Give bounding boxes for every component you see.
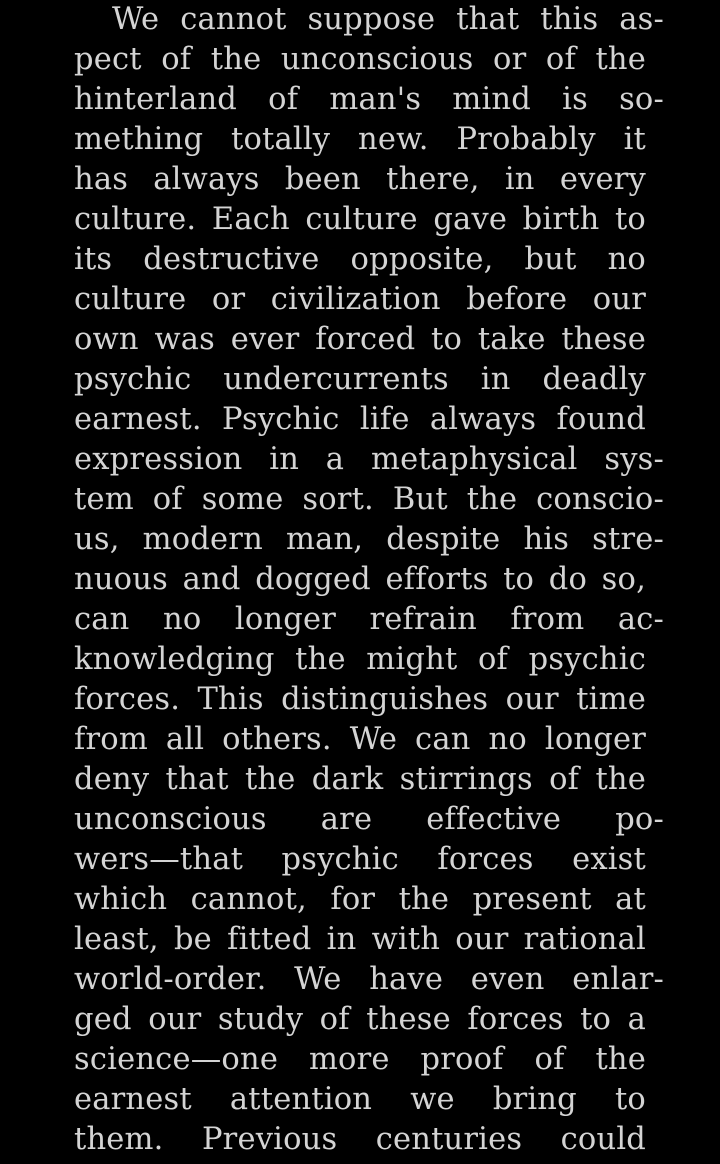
text-line: culture. Each culture gave birth to	[74, 202, 646, 237]
text-line: pect of the unconscious or of the	[74, 42, 646, 77]
text-line: them. Previous centuries could	[74, 1122, 646, 1157]
text-line: expression in a metaphysical sys-	[74, 442, 664, 477]
text-line: forces. This distinguishes our time	[74, 682, 646, 717]
text-line: wers—that psychic forces exist	[74, 842, 646, 877]
text-line: which cannot, for the present at	[74, 882, 646, 917]
text-line: psychic undercurrents in deadly	[74, 362, 646, 397]
text-line: can no longer refrain from ac-	[74, 602, 664, 637]
text-column	[74, 0, 664, 1160]
text-line: We cannot suppose that this as-	[112, 2, 664, 37]
text-line: earnest. Psychic life always found	[74, 402, 646, 437]
text-line: earnest attention we bring to	[74, 1082, 646, 1117]
text-line: has always been there, in every	[74, 162, 646, 197]
text-line: unconscious are effective po-	[74, 802, 664, 837]
text-line: us, modern man, despite his stre-	[74, 522, 664, 557]
text-line: mething totally new. Probably it	[74, 122, 646, 157]
text-line: science—one more proof of the	[74, 1042, 646, 1077]
text-line: tem of some sort. But the conscio-	[74, 482, 664, 517]
text-line: knowledging the might of psychic	[74, 642, 646, 677]
text-line: world-order. We have even enlar-	[74, 962, 664, 997]
text-line: ged our study of these forces to a	[74, 1002, 646, 1037]
text-line: hinterland of man's mind is so-	[74, 82, 664, 117]
text-line: nuous and dogged efforts to do so,	[74, 562, 646, 597]
text-line: least, be fitted in with our rational	[74, 922, 646, 957]
text-line: from all others. We can no longer	[74, 722, 646, 757]
text-line: own was ever forced to take these	[74, 322, 646, 357]
text-line: deny that the dark stirrings of the	[74, 762, 646, 797]
text-line: its destructive opposite, but no	[74, 242, 646, 277]
text-line: culture or civilization before our	[74, 282, 646, 317]
